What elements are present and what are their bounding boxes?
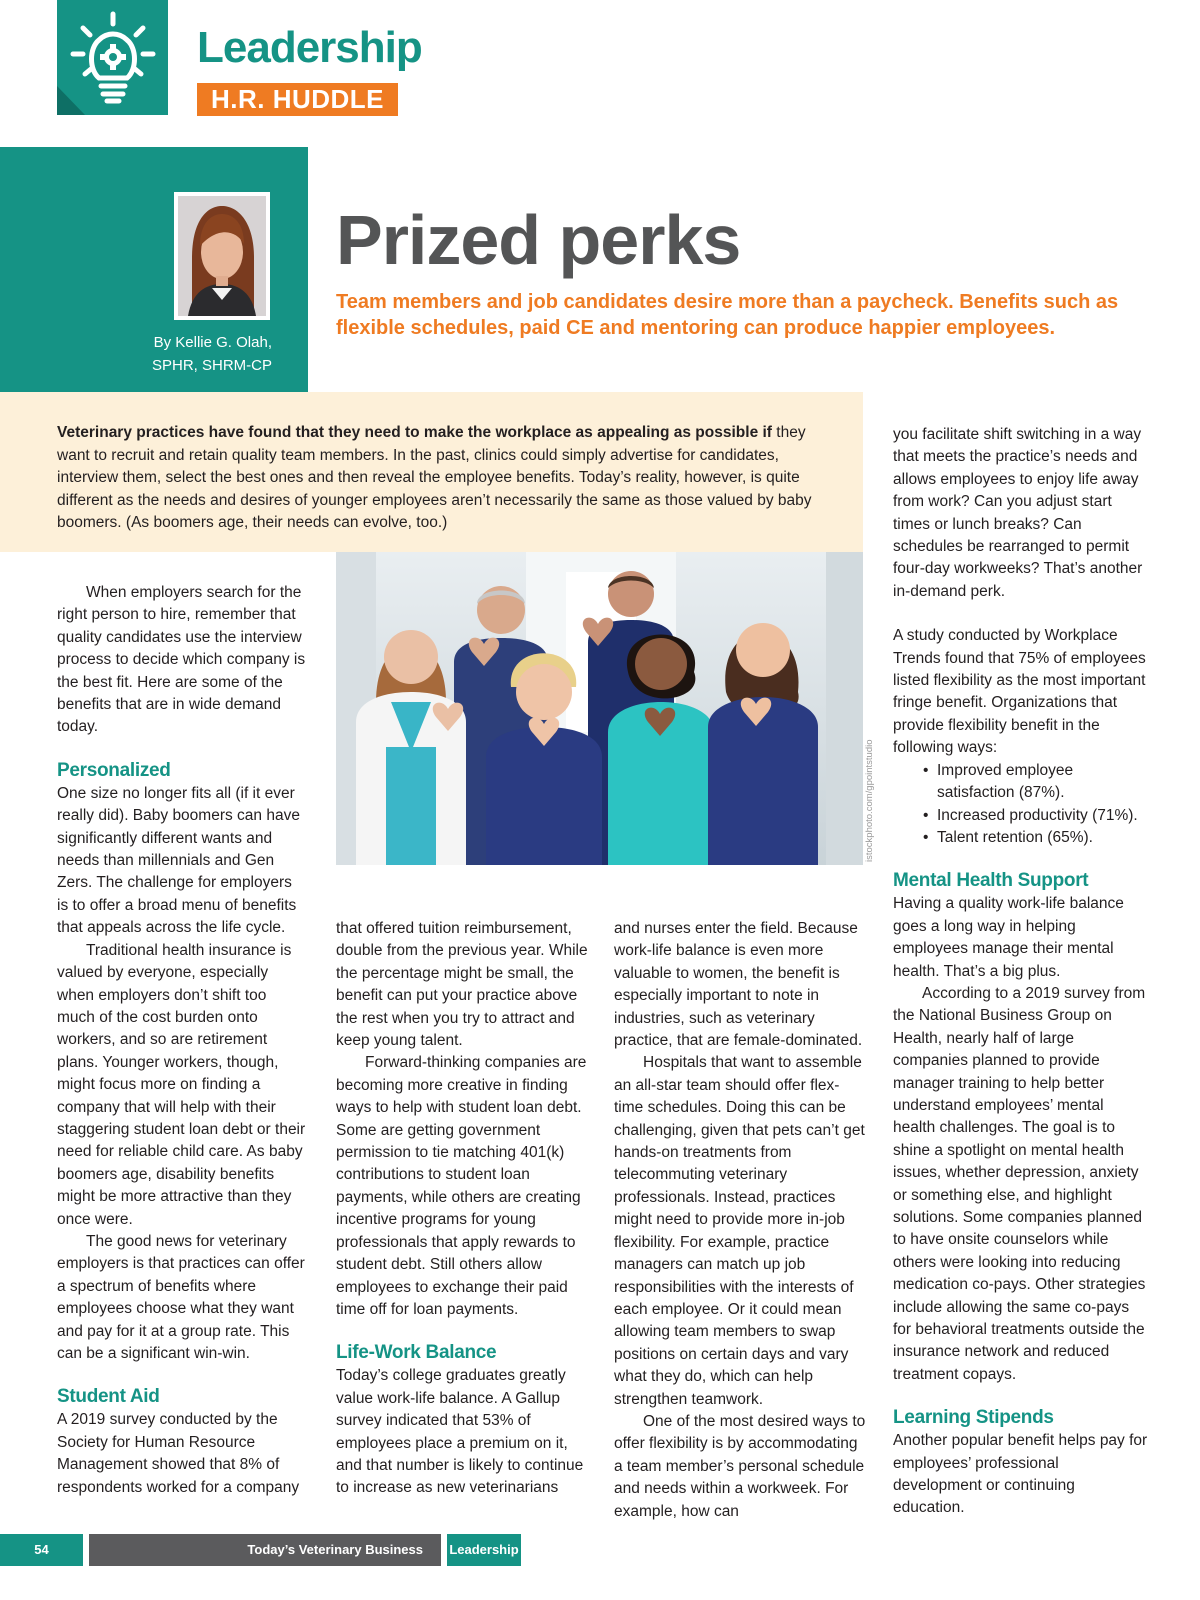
- byline: [120, 331, 272, 377]
- paragraph: Forward-thinking companies are becoming more creative in finding ways to help with student loan debt. Some are getting government permission to tie matching 401(k) contributions to student loan payments, while others are creating incentive programs for young professionals that apply rewards to student debt. Still others allow employees to exchange their paid time off for loan payments.: [336, 1054, 587, 1318]
- footer-section-label: Leadership: [447, 1534, 521, 1566]
- paragraph: One of the most desired ways to offer flexibility is by accommodating a team member’s personal schedule and needs within a workweek. For example, how can: [614, 1412, 866, 1520]
- photo-credit: istockphoto.com/gpointstudio: [864, 739, 875, 862]
- column-2: [336, 918, 588, 1500]
- paragraph: Having a quality work-life balance goes a long way in helping employees manage their mental health. That’s a big plus.: [893, 895, 1124, 980]
- flexibility-benefits-list: [923, 760, 1148, 850]
- subhead-life-work-balance: Life-Work Balance: [336, 1342, 497, 1364]
- paragraph: you facilitate shift switching in a way that meets the practice’s needs and allows employees to enjoy life away from work? Can you adjust start times or lunch breaks? Can schedules be rearranged to permit four-day workweeks? That’s another in-demand perk.: [893, 426, 1143, 600]
- paragraph: According to a 2019 survey from the National Business Group on Health, nearly half of large companies planned to provide manager training to help better understand employees’ mental health challenges. The goal is to shine a spotlight on mental health issues, whether depression, anxiety or something else, and highlight solutions. Some companies planned to have onsite counselors while others were looking into reducing medication co-pays. Other strategies include allowing the same co-pays for behavioral treatments outside the insurance network and reduced treatment copays.: [893, 984, 1146, 1383]
- intro-body: they want to recruit and retain quality team members. In the past, clinics could simply advertise for candidates, interview them, select the best ones and then reveal the employee benefits. Today’s reality, however, is quite different as the needs and desires of younger employees aren’t necessarily the same as those valued by baby boomers. (As boomers age, their needs can evolve, too.): [57, 424, 812, 531]
- paragraph: When employers search for the right person to hire, remember that quality candidates use the interview process to decide which company is the best fit. Here are some of the benefits that are in wide demand today.: [57, 584, 306, 736]
- page-number: 54: [0, 1534, 83, 1566]
- section-subtitle: H.R. HUDDLE: [197, 83, 398, 116]
- author-photo: [174, 192, 270, 320]
- paragraph: Today’s college graduates greatly value work-life balance. A Gallup survey indicated that 53% of employees place a premium on it, and that number is likely to continue to increase as new veterinarians: [336, 1367, 584, 1497]
- section-title: Leadership: [197, 23, 422, 72]
- subhead-personalized: Personalized: [57, 759, 171, 781]
- paragraph: A 2019 survey conducted by the Society for Human Resource Management showed that 8% of respondents worked for a company: [57, 1411, 300, 1496]
- paragraph: The good news for veterinary employers is that practices can offer a spectrum of benefits where employees choose what they want and pay for it at a group rate. This can be a significant win-win.: [57, 1232, 305, 1362]
- column-1: [57, 582, 307, 1499]
- paragraph: Another popular benefit helps pay for employees’ professional development or continuing education.: [893, 1432, 1148, 1517]
- subhead-mental-health: Mental Health Support: [893, 870, 1089, 892]
- intro-lead: Veterinary practices have found that they need to make the workplace as appealing as possible if: [57, 424, 772, 441]
- paragraph: Traditional health insurance is valued by everyone, especially when employers don’t shift too much of the cost burden onto workers, and so are retirement plans. Younger workers, though, might focus more on finding a company that will help with their staggering student loan debt or their need for reliable child care. As baby boomers age, disability benefits might be more attractive than they once were.: [57, 941, 306, 1228]
- intro-paragraph: [57, 422, 840, 535]
- paragraph: that offered tuition reimbursement, double from the previous year. While the percentage might be small, the benefit can put your practice above the rest when you try to attract and keep young talent.: [336, 920, 588, 1050]
- column-3: [614, 918, 866, 1523]
- article-deck: Team members and job candidates desire more than a paycheck. Benefits such as flexible schedules, paid CE and mentoring can produce happier employees.: [336, 291, 1119, 339]
- list-item: • Talent retention (65%).: [923, 827, 1148, 849]
- subhead-learning-stipends: Learning Stipends: [893, 1407, 1054, 1429]
- team-photo: [336, 552, 863, 865]
- paragraph: and nurses enter the field. Because work-life balance is even more valuable to women, the benefit is especially important to note in industries, such as veterinary practice, that are female-dominated.: [614, 920, 863, 1050]
- publication-name: Today’s Veterinary Business: [89, 1534, 441, 1566]
- subhead-student-aid: Student Aid: [57, 1386, 160, 1408]
- author-name: By Kellie G. Olah,: [153, 334, 272, 351]
- paragraph: Hospitals that want to assemble an all-star team should offer flex-time schedules. Doing this can be challenging, given that pets can’t get hands-on treatments from telecommuting veterinary professionals. Instead, practices might need to provide more in-job flexibility. For example, practice managers can match up job responsibilities with the interests of each employee. Or it could mean allowing team members to swap positions on certain days and vary what they do, which can help strengthen teamwork.: [614, 1054, 865, 1408]
- author-credentials: SPHR, SHRM-CP: [151, 357, 272, 374]
- list-item: • Improved employee satisfaction (87%).: [923, 760, 1148, 805]
- logo-fold: [57, 86, 85, 115]
- column-4: [893, 424, 1148, 1520]
- paragraph: A study conducted by Workplace Trends found that 75% of employees listed flexibility as the most important fringe benefit. Organizations that provide flexibility benefit in the following ways:: [893, 627, 1146, 757]
- list-item: • Increased productivity (71%).: [923, 805, 1148, 827]
- article-headline: Prized perks: [336, 201, 741, 279]
- paragraph: One size no longer fits all (if it ever really did). Baby boomers can have significantly different wants and needs than millennials and Gen Zers. The challenge for employers is to offer a broad menu of benefits that appeals across the life cycle.: [57, 784, 300, 937]
